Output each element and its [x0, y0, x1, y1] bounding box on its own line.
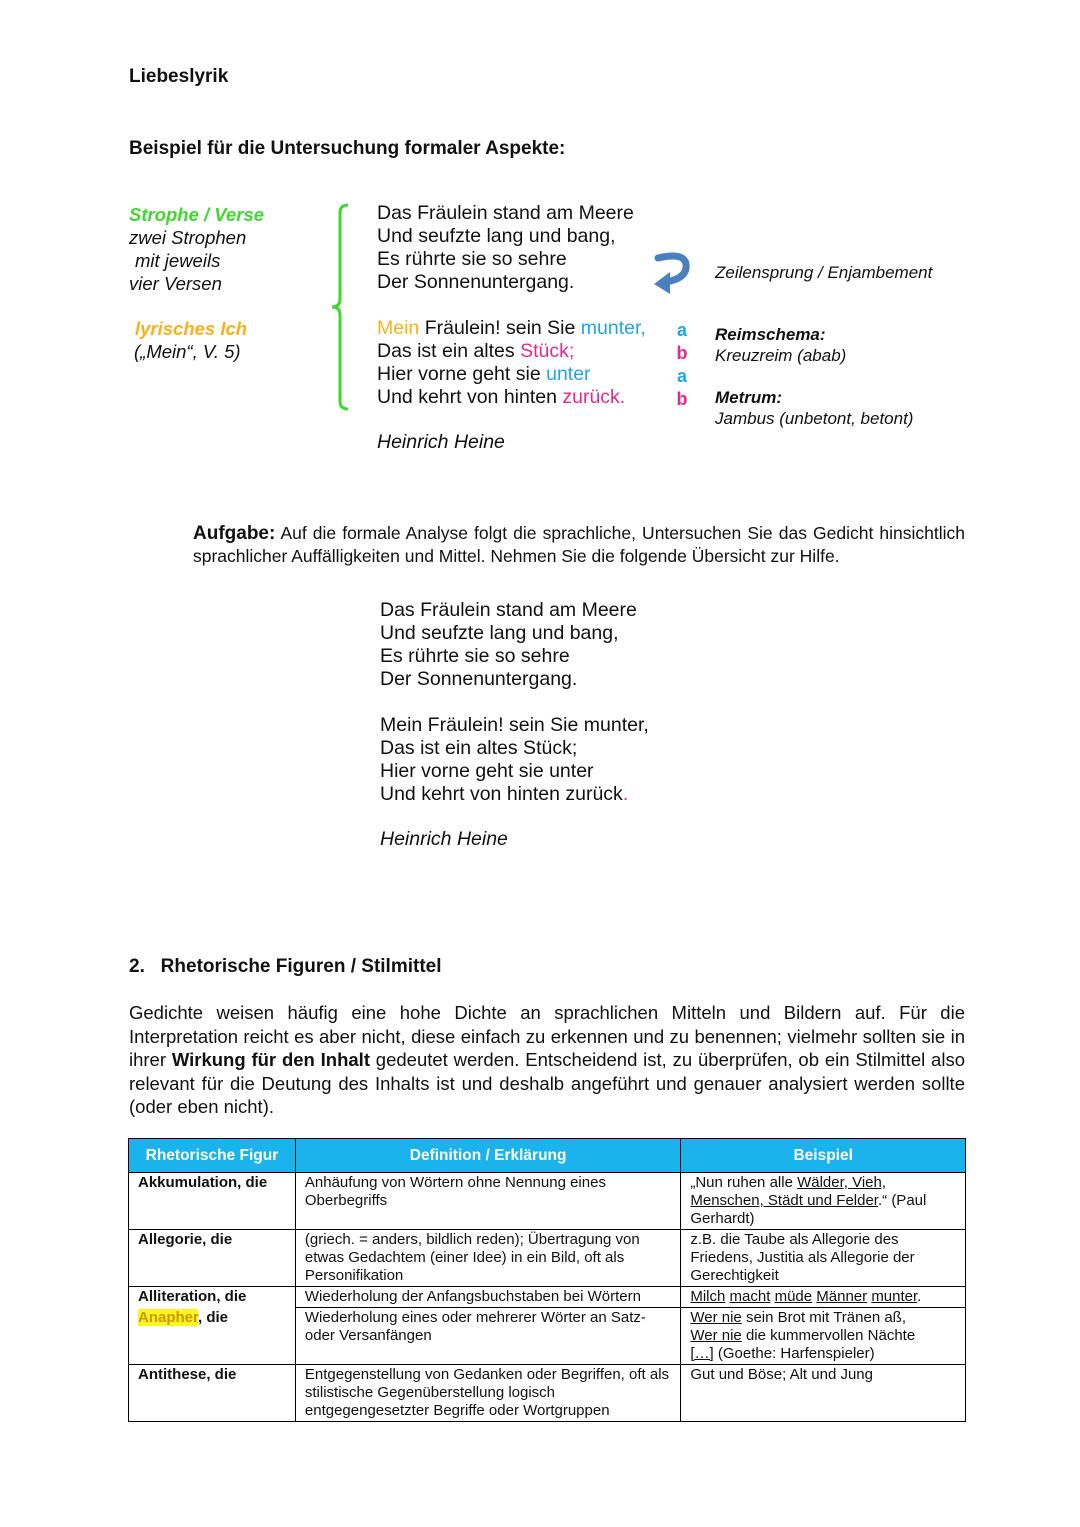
underlined-text: macht — [729, 1288, 771, 1305]
text-span: die kummervollen Nächte — [741, 1327, 916, 1344]
table-row — [129, 1230, 966, 1287]
lyrisches-ich-ref: („Mein“, V. 5) — [134, 341, 241, 362]
text-span: Hier vorne geht sie — [377, 363, 547, 385]
text-span: Und kehrt von hinten — [377, 386, 563, 408]
underlined-text: müde — [774, 1288, 813, 1305]
poem-line: Das Fräulein stand am Meere — [380, 599, 637, 621]
poem-line — [377, 340, 646, 363]
table-row — [129, 1308, 966, 1365]
reimschema-value: Kreuzreim (abab) — [715, 346, 847, 365]
example-line — [690, 1327, 956, 1345]
intro-paragraph — [129, 1001, 965, 1119]
example-line — [690, 1309, 956, 1327]
poem-line — [377, 363, 646, 386]
strophe-line: mit jeweils — [135, 250, 221, 271]
rhyme-letter: a — [676, 366, 687, 386]
column-header: Beispiel — [681, 1139, 966, 1173]
green-brace-icon — [328, 203, 352, 413]
text-span: (Goethe: Harfenspieler) — [713, 1345, 875, 1362]
poem-line — [380, 783, 649, 806]
definition-cell: Wiederholung eines oder mehrerer Wörter an Satz- oder Versanfängen — [295, 1308, 680, 1365]
bold-phrase: Wirkung für den Inhalt — [171, 1049, 370, 1070]
highlight-word: Mein — [377, 317, 420, 339]
text-span: , die — [198, 1308, 229, 1326]
example-cell — [681, 1287, 966, 1308]
text-span: . — [917, 1288, 922, 1305]
example-cell — [681, 1308, 966, 1365]
poem-line — [377, 386, 646, 409]
table-header-row — [129, 1139, 966, 1173]
definition-cell: (griech. = anders, bildlich reden); Übertragung von etwas Gedachtem (einer Idee) in ein Bild, oft als Personifikation — [295, 1230, 680, 1287]
poem-line: Das Fräulein stand am Meere — [377, 202, 634, 224]
rhyme-letter: b — [676, 343, 688, 363]
poem-line: Der Sonnenuntergang. — [377, 271, 575, 293]
poem-line: Und seufzte lang und bang, — [380, 622, 619, 644]
underlined-text: Wer nie — [690, 1327, 742, 1344]
metrum-note — [715, 387, 913, 429]
strophe-line: vier Versen — [129, 273, 222, 294]
final-dot: . — [622, 783, 629, 805]
poem-line — [377, 317, 646, 340]
task-label: Aufgabe: — [193, 523, 276, 544]
example-cell: Gut und Böse; Alt und Jung — [681, 1365, 966, 1422]
figure-cell — [129, 1308, 296, 1365]
figure-cell: Alliteration, die — [129, 1287, 296, 1308]
text-span: Gedichte weisen häufig eine hohe Dichte an sprachlichen Mitteln und Bildern auf. Für die Interpretation reicht es aber nicht, diese einfach zu erkennen und zu benennen; vielmehr sollten sie in ihrer — [129, 1002, 965, 1070]
poem-annotated — [377, 202, 646, 454]
underlined-text: Wälder, Vieh, Menschen, Städt und Felder — [690, 1174, 887, 1209]
text-span: „Nun ruhen alle — [690, 1174, 798, 1191]
poem-line: Der Sonnenuntergang. — [380, 668, 578, 690]
text-span: Fräulein! sein Sie — [419, 317, 581, 339]
definition-cell: Entgegenstellung von Gedanken oder Begriffen, oft als stilistische Gegenüberstellung logisch entgegengesetzter Begriffe oder Wortgruppen — [295, 1365, 680, 1422]
text-span: Das ist ein altes — [377, 340, 521, 362]
metrum-value: Jambus (unbetont, betont) — [715, 409, 914, 428]
highlight-word: zurück. — [562, 386, 626, 408]
enjambement-arrow-icon — [652, 250, 692, 296]
underlined-text: […] — [690, 1345, 714, 1362]
example-cell — [681, 1173, 966, 1230]
figure-cell: Antithese, die — [129, 1365, 296, 1422]
highlight-word: unter — [546, 363, 591, 385]
rhyme-letter: b — [676, 389, 688, 409]
poem-author: Heinrich Heine — [377, 431, 505, 453]
underlined-text: munter — [871, 1288, 918, 1305]
rhyme-letters — [672, 319, 692, 411]
section-heading: 2. Rhetorische Figuren / Stilmittel — [129, 956, 442, 977]
poem-line: Mein Fräulein! sein Sie munter, — [380, 714, 649, 736]
table-row — [129, 1287, 966, 1308]
text-span: sein Brot mit Tränen aß, — [741, 1309, 907, 1326]
poem-line: Es rührte sie so sehre — [377, 248, 567, 270]
underlined-text: Wer nie — [690, 1309, 742, 1326]
poem-line: Und seufzte lang und bang, — [377, 225, 616, 247]
figure-cell: Akkumulation, die — [129, 1173, 296, 1230]
example-cell: z.B. die Taube als Allegorie des Friedens, Justitia als Allegorie der Gerechtigkeit — [681, 1230, 966, 1287]
enjambement-note: Zeilensprung / Enjambement — [715, 263, 933, 282]
poem-line: Hier vorne geht sie unter — [380, 760, 594, 782]
highlighted-term: Anapher — [138, 1308, 199, 1326]
reimschema-note — [715, 324, 846, 366]
figure-cell: Allegorie, die — [129, 1230, 296, 1287]
task-paragraph — [193, 522, 965, 567]
column-header: Rhetorische Figur — [129, 1139, 296, 1173]
task-text: Auf die formale Analyse folgt die sprachliche, Untersuchen Sie das Gedicht hinsichtlich sprachlicher Auffälligkeiten und Mittel. Nehmen Sie die folgende Übersicht zur Hilfe. — [193, 523, 965, 566]
left-annotations — [129, 203, 264, 363]
strophe-line: zwei Strophen — [129, 227, 247, 248]
definition-cell: Wiederholung der Anfangsbuchstaben bei Wörtern — [295, 1287, 680, 1308]
underlined-text: Männer — [816, 1288, 868, 1305]
poem-plain — [380, 599, 649, 851]
table-row — [129, 1365, 966, 1422]
highlight-word: munter, — [580, 317, 646, 339]
lyrisches-ich-label: lyrisches Ich — [135, 318, 248, 339]
rhyme-letter: a — [676, 320, 687, 340]
poem-line: Das ist ein altes Stück; — [380, 737, 578, 759]
text-span: Und kehrt von hinten zurück — [380, 783, 623, 805]
rhetoric-table — [128, 1138, 966, 1422]
highlight-word: Stück; — [520, 340, 575, 362]
definition-cell: Anhäufung von Wörtern ohne Nennung eines Oberbegriffs — [295, 1173, 680, 1230]
example-line — [690, 1345, 956, 1363]
text-span: .“ (Paul Gerhardt) — [690, 1192, 927, 1227]
section-subtitle: Beispiel für die Untersuchung formaler Aspekte: — [129, 138, 566, 159]
strophe-label: Strophe / Verse — [129, 204, 265, 225]
metrum-label: Metrum: — [715, 388, 783, 407]
text-span: gedeutet werden. Entscheidend ist, zu überprüfen, ob ein Stilmittel also relevant für die Deutung des Inhalts ist und deshalb angeführt und genauer analysiert werden sollte (oder eben nicht). — [129, 1049, 965, 1117]
page-title: Liebeslyrik — [129, 66, 229, 87]
table-row — [129, 1173, 966, 1230]
poem-line: Es rührte sie so sehre — [380, 645, 570, 667]
reimschema-label: Reimschema: — [715, 325, 826, 344]
underlined-text: Milch — [690, 1288, 726, 1305]
column-header: Definition / Erklärung — [295, 1139, 680, 1173]
poem-author: Heinrich Heine — [380, 828, 508, 850]
